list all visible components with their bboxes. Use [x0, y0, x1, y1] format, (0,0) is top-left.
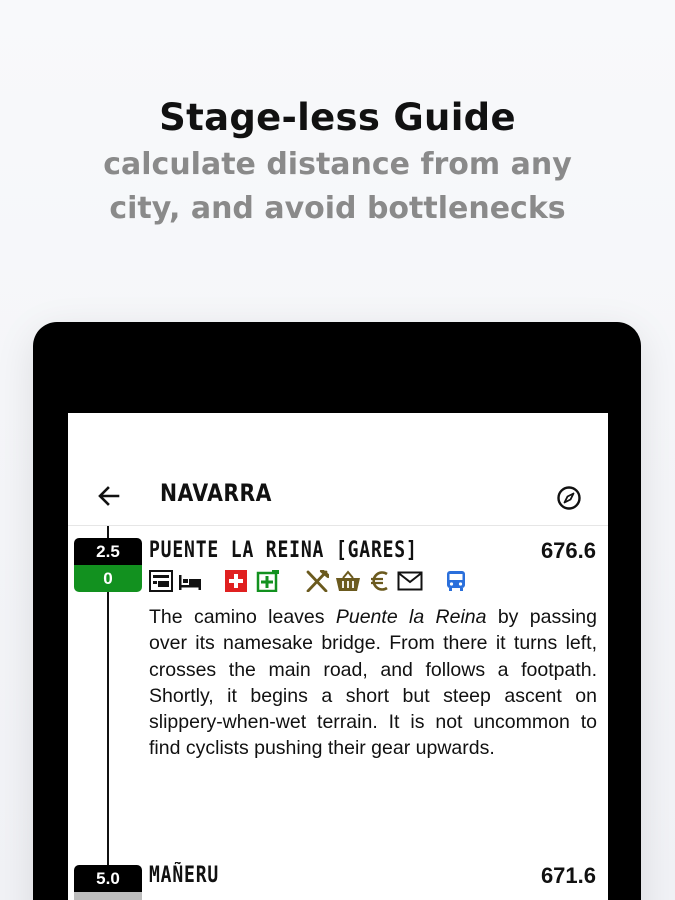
km-from-previous: 5.0: [74, 865, 142, 892]
compass-icon: [556, 485, 582, 511]
restaurant-icon: [305, 570, 329, 592]
place-name: PUENTE LA REINA [GARES]: [149, 538, 418, 563]
hostel-icon: [149, 570, 173, 592]
app-screen: [68, 413, 608, 900]
region-title: NAVARRA: [160, 479, 272, 507]
km-counter: [74, 892, 142, 900]
km-marker: [74, 865, 142, 900]
promo-header: [0, 96, 675, 231]
back-button[interactable]: [96, 483, 122, 509]
km-counter: 0: [74, 565, 142, 592]
distance-remaining: 671.6: [540, 863, 596, 888]
description-text-continued: by passing over its namesake bridge. From there it turns left, crosses the main road, and follows a footpath. Shortly, it begins a short but steep ascent on slippery-when-wet terrain. It is not uncommon to find cyclists pushing their gear upwards.: [149, 606, 597, 760]
promo-subtitle-line1: calculate distance from any: [103, 147, 572, 182]
description-place-italic: Puente la Reina: [335, 606, 487, 628]
promo-title: Stage-less Guide: [159, 96, 516, 139]
post-office-icon: [397, 570, 423, 592]
app-bar: [68, 413, 608, 526]
arrow-left-icon: [96, 483, 122, 509]
promo-subtitle-line2: city, and avoid bottlenecks: [109, 191, 566, 226]
km-from-previous: 2.5: [74, 538, 142, 565]
distance-remaining: 676.6: [540, 538, 596, 563]
list-item-maneru[interactable]: [68, 863, 608, 900]
pharmacy-icon: [225, 570, 247, 592]
place-name: MAÑERU: [149, 863, 220, 888]
description-text: The camino leaves: [149, 606, 336, 628]
list-item-puente-la-reina[interactable]: [68, 538, 608, 838]
bus-icon: [446, 570, 466, 592]
compass-button[interactable]: [556, 485, 582, 511]
bed-icon: [178, 570, 202, 592]
stage-description: [149, 604, 597, 762]
km-marker: [74, 538, 142, 592]
medical-icon: [255, 570, 279, 592]
shop-basket-icon: [335, 570, 361, 592]
atm-euro-icon: [369, 570, 391, 592]
